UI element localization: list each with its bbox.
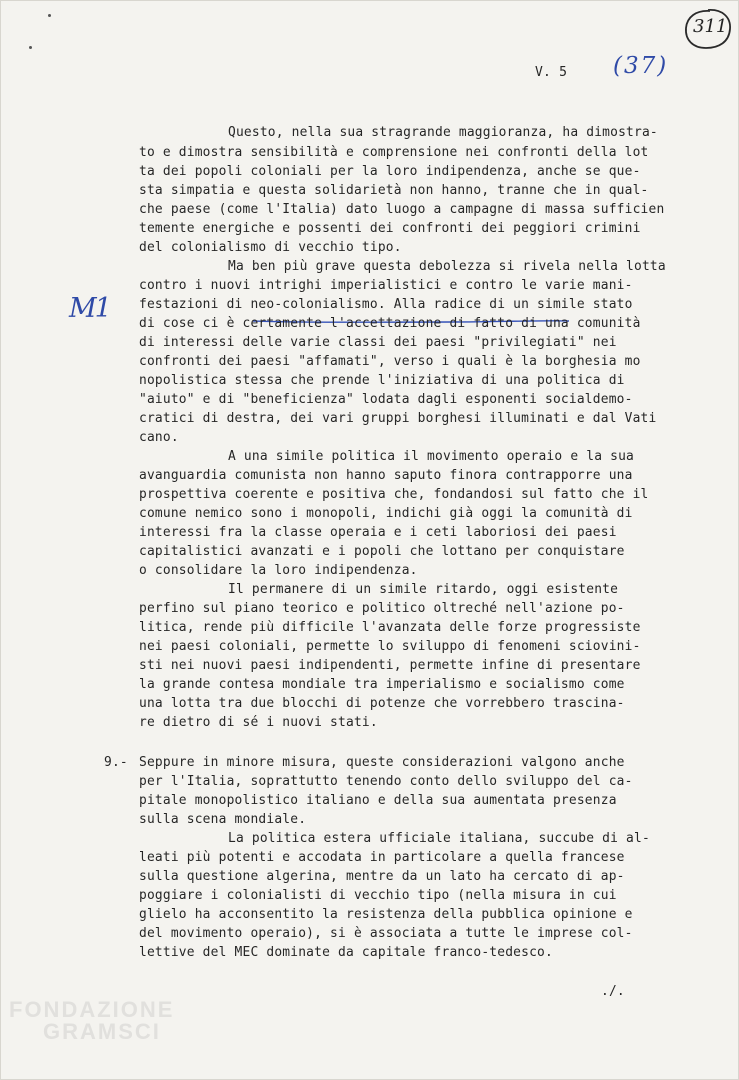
punch-dot [48, 14, 51, 17]
text-line: cano. [139, 430, 179, 445]
section-number: 9.- [104, 755, 128, 770]
text-line: perfino sul piano teorico e politico oltreché nell'azione po- [139, 601, 625, 616]
text-line: nei paesi coloniali, permette lo sviluppo di fenomeni sciovini- [139, 639, 641, 654]
text-line: leati più potenti e accodata in particolare a quella francese [139, 850, 625, 865]
text-line: to e dimostra sensibilità e comprensione nei confronti della lot [139, 145, 649, 160]
margin-annotation: M1 [69, 293, 110, 324]
text-line: avanguardia comunista non hanno saputo finora contrapporre una [139, 468, 633, 483]
page-reference: V. 5 [535, 65, 568, 80]
text-line: prospettiva coerente e positiva che, fondandosi sul fatto che il [139, 487, 649, 502]
watermark-line-1: FONDAZIONE [9, 997, 175, 1022]
continuation-mark: ./. [601, 984, 625, 999]
text-line: sulla questione algerina, mentre da un lato ha cercato di ap- [139, 869, 625, 884]
text-line: di interessi delle varie classi dei paesi "privilegiati" nei [139, 335, 617, 350]
text-line: La politica estera ufficiale italiana, succube di al- [228, 831, 650, 846]
text-line: interessi fra la classe operaia e i ceti laboriosi dei paesi [139, 525, 617, 540]
text-line: di cose ci è certamente l'accettazione di fatto di una comunità [139, 316, 641, 331]
text-line: sti nei nuovi paesi indipendenti, permette infine di presentare [139, 658, 641, 673]
text-line: festazioni di neo-colonialismo. Alla radice di un simile stato [139, 297, 633, 312]
text-line: litica, rende più difficile l'avanzata delle forze progressiste [139, 620, 641, 635]
text-line: ta dei popoli coloniali per la loro indipendenza, anche se que- [139, 164, 641, 179]
text-line: del movimento operaio), si è associata a tutte le imprese col- [139, 926, 633, 941]
text-line: poggiare i colonialisti di vecchio tipo (nella misura in cui [139, 888, 617, 903]
text-line: re dietro di sé i nuovi stati. [139, 715, 378, 730]
text-line: sta simpatia e questa solidarietà non hanno, tranne che in qual- [139, 183, 649, 198]
text-line: "aiuto" e di "beneficienza" lodata dagli esponenti socialdemo- [139, 392, 633, 407]
text-line: Ma ben più grave questa debolezza si rivela nella lotta [228, 259, 666, 274]
text-line: temente energiche e possenti dei confronti dei peggiori crimini [139, 221, 641, 236]
text-line: Il permanere di un simile ritardo, oggi esistente [228, 582, 619, 597]
text-line: del colonialismo di vecchio tipo. [139, 240, 402, 255]
text-line: Questo, nella sua stragrande maggioranza, ha dimostra- [228, 125, 658, 140]
punch-dot [29, 46, 32, 49]
text-line: A una simile politica il movimento operaio e la sua [228, 449, 635, 464]
text-line: confronti dei paesi "affamati", verso i quali è la borghesia mo [139, 354, 641, 369]
text-line: cratici di destra, dei vari gruppi borghesi illuminati e dal Vati [139, 411, 657, 426]
text-line: glielo ha acconsentito la resistenza della pubblica opinione e [139, 907, 633, 922]
text-line: contro i nuovi intrighi imperialistici e contro le varie mani- [139, 278, 633, 293]
text-line: capitalistici avanzati e i popoli che lottano per conquistare [139, 544, 625, 559]
text-line: sulla scena mondiale. [139, 812, 307, 827]
text-line: per l'Italia, soprattutto tenendo conto dello sviluppo del ca- [139, 774, 633, 789]
handwritten-page-number: (37) [613, 53, 669, 79]
watermark [9, 999, 174, 1043]
text-line: o consolidare la loro indipendenza. [139, 563, 418, 578]
text-line: lettive del MEC dominate da capitale franco-tedesco. [139, 945, 553, 960]
text-line: che paese (come l'Italia) dato luogo a campagne di massa sufficien [139, 202, 665, 217]
text-line: comune nemico sono i monopoli, indichi già oggi la comunità di [139, 506, 633, 521]
text-line: Seppure in minore misura, queste considerazioni valgono anche [139, 755, 625, 770]
text-line: la grande contesa mondiale tra imperialismo e socialismo come [139, 677, 625, 692]
text-line: pitale monopolistico italiano e della sua aumentata presenza [139, 793, 617, 808]
watermark-line-2: GRAMSCI [43, 1019, 161, 1044]
archive-stamp-number: 311 [693, 16, 728, 37]
text-line: una lotta tra due blocchi di potenze che vorrebbero trascina- [139, 696, 625, 711]
text-line: nopolistica stessa che prende l'iniziativa di una politica di [139, 373, 625, 388]
